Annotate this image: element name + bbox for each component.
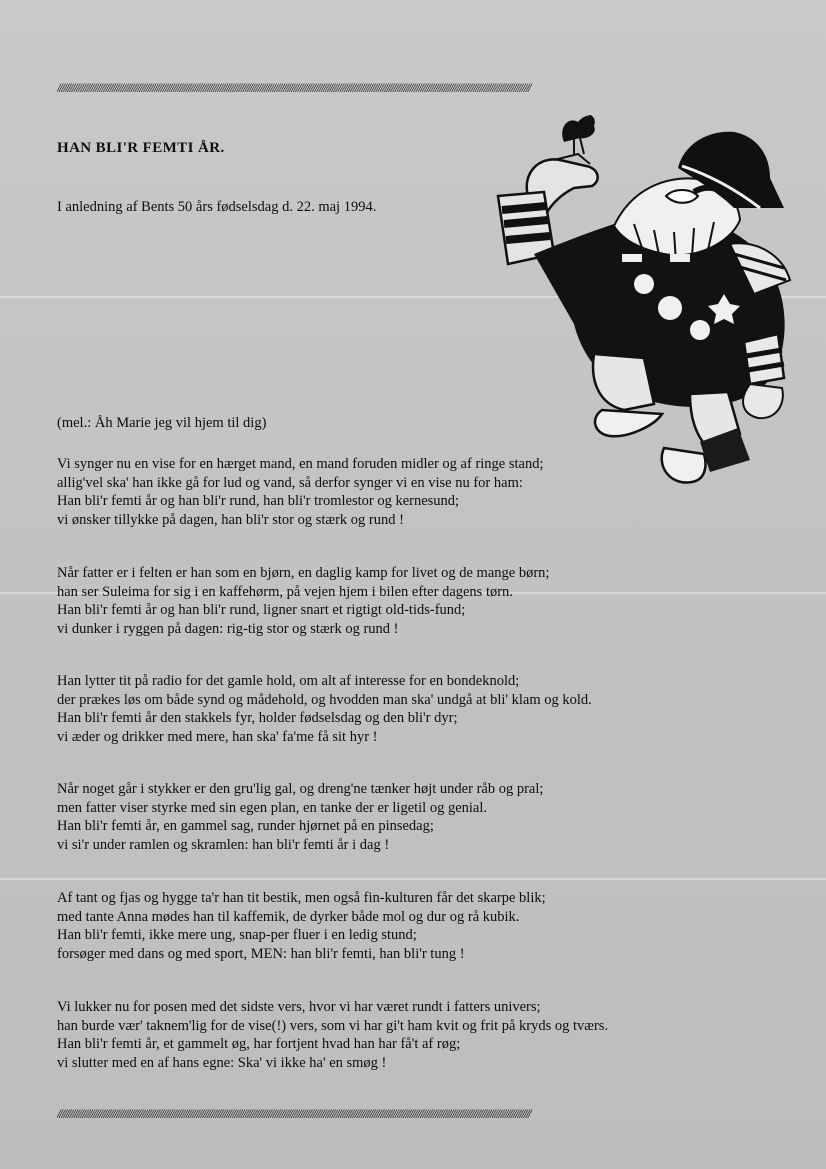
verse-line: Han bli'r femti år, et gammelt øg, har fortjent hvad han har få't af røg; <box>57 1036 461 1052</box>
bird-icon <box>562 115 595 156</box>
verse-line: vi slutter med en af hans egne: Ska' vi ikke ha' en smøg ! <box>57 1054 387 1071</box>
verse-line: Vi lukker nu for posen med det sidste vers, hvor vi har været rundt i fatters univers; <box>57 999 541 1015</box>
melody-note: (mel.: Åh Marie jeg vil hjem til dig) <box>57 415 267 431</box>
verse-line: Når fatter er i felten er han som en bjørn, en daglig kamp for livet og de mange børn; <box>57 565 550 581</box>
verse-line: Han bli'r femti, ikke mere ung, snap-per fluer i en ledig stund; <box>57 927 417 943</box>
subtitle: I anledning af Bents 50 års fødselsdag d. 22. maj 1994. <box>57 199 377 215</box>
verse-1 <box>57 455 544 529</box>
verse-line: Han bli'r femti år den stakkels fyr, holder fødselsdag og den bli'r dyr; <box>57 710 458 726</box>
verse-line: med tante Anna mødes han til kaffemik, de dyrker både mol og dur og rå kubik. <box>57 908 520 925</box>
verse-line: der prækes løs om både synd og mådehold, og hvodden man ska' undgå at bli' klam og kold. <box>57 691 592 708</box>
verse-line: Han bli'r femti år, en gammel sag, runder hjørnet på en pinsedag; <box>57 818 434 834</box>
verse-line: Han bli'r femti år og han bli'r rund, han bli'r tromlestor og kernesund; <box>57 493 460 509</box>
bottom-slash-rule: //////////////////////////////////////////////////////////////////////////////////////////////////////////////////////////////////////////////////////////////////////////////////////////////////////////////////////////////// <box>57 1108 531 1120</box>
verse-line: vi ønsker tillykke på dagen, han bli'r stor og stærk og rund ! <box>57 511 404 528</box>
verse-3 <box>57 672 592 746</box>
verse-line: Vi synger nu en vise for en hærget mand, en mand foruden midler og af ringe stand; <box>57 456 544 472</box>
verse-line: forsøger med dans og med sport, MEN: han bli'r femti, han bli'r tung ! <box>57 945 465 962</box>
verse-line: han burde vær' taknem'lig for de vise(!) vers, som vi har gi't ham kvit og frit på kryds og tværs. <box>57 1017 609 1034</box>
sailor-illustration <box>494 104 794 490</box>
verse-line: vi si'r under ramlen og skramlen: han bli'r femti år i dag ! <box>57 836 390 853</box>
verse-line: allig'vel ska' han ikke gå for lud og vand, så derfor synger vi en vise nu for ham: <box>57 474 523 491</box>
verse-6 <box>57 998 608 1072</box>
page-title: HAN BLI'R FEMTI ÅR. <box>57 140 225 156</box>
verse-line: han ser Suleima for sig i en kaffehørm, på vejen hjem i bilen efter dagens tørn. <box>57 583 513 600</box>
verse-line: vi æder og drikker med mere, han ska' fa'me få sit hyr ! <box>57 728 378 745</box>
verse-2 <box>57 564 549 638</box>
verse-4 <box>57 780 543 854</box>
verse-line: vi dunker i ryggen på dagen: rig-tig stor og stærk og rund ! <box>57 620 399 637</box>
verse-5 <box>57 889 546 963</box>
verse-line: Af tant og fjas og hygge ta'r han tit bestik, men også fin-kulturen får det skarpe blik; <box>57 890 546 906</box>
verse-line: men fatter viser styrke med sin egen plan, en tanke der er ligetil og genial. <box>57 799 488 816</box>
verse-line: Når noget går i stykker er den gru'lig gal, og dreng'ne tænker højt under råb og pral; <box>57 781 544 797</box>
top-slash-rule: //////////////////////////////////////////////////////////////////////////////////////////////////////////////////////////////////////////////////////////////////////////////////////////////////////////////////////////////// <box>57 82 531 94</box>
verse-line: Han lytter tit på radio for det gamle hold, om alt af interesse for en bondeknold; <box>57 673 520 689</box>
paper-fold <box>0 878 826 880</box>
verse-line: Han bli'r femti år og han bli'r rund, ligner snart et rigtigt old-tids-fund; <box>57 602 466 618</box>
